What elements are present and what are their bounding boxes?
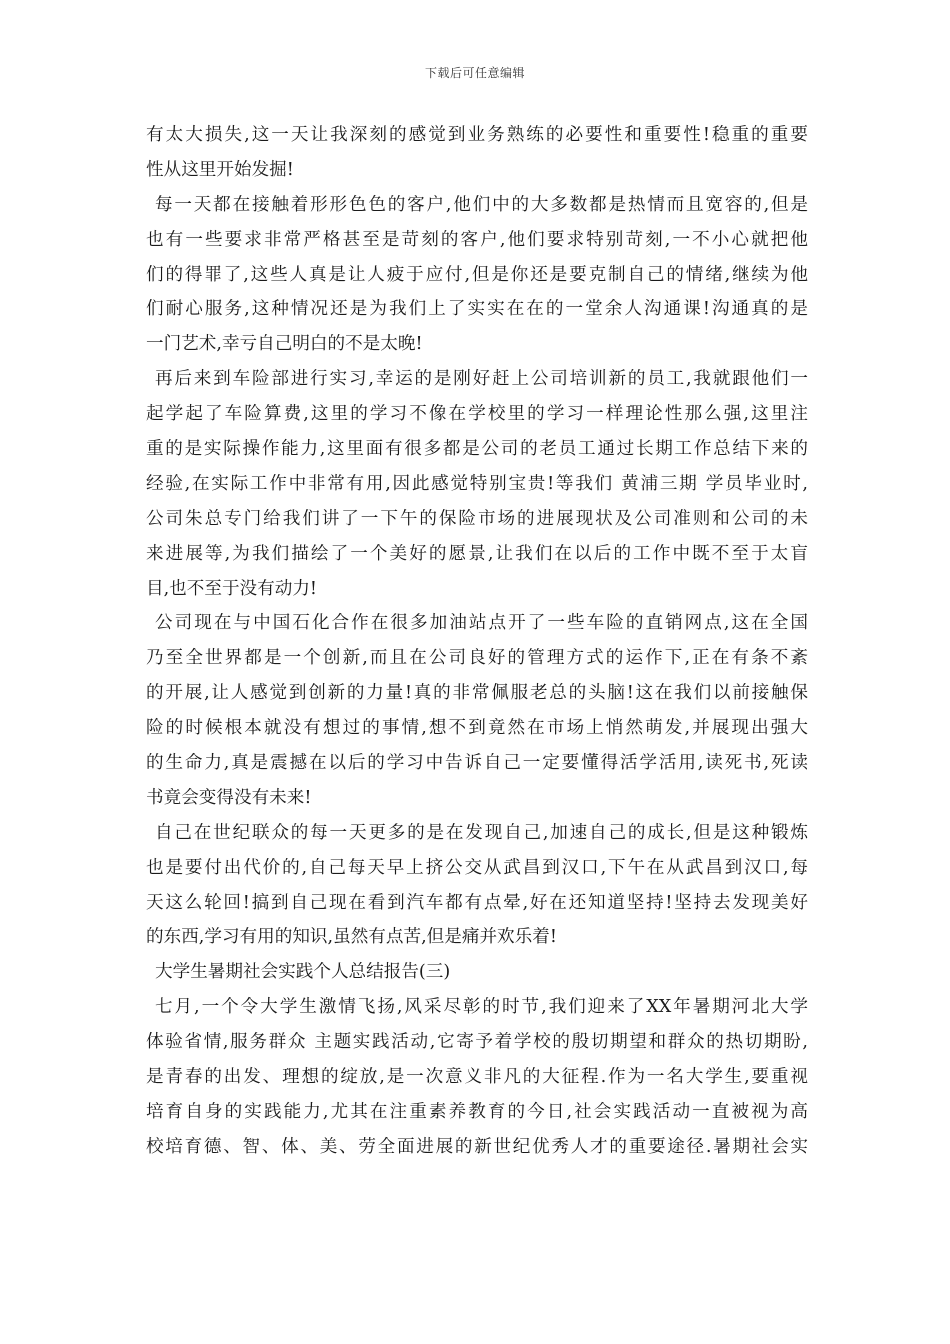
- text-line: 性从这里开始发掘!: [146, 159, 294, 180]
- text-line: 的开展,让人感觉到创新的力量!真的非常佩服老总的头脑!这在我们以前接触保: [146, 683, 808, 704]
- text-line: 公司朱总专门给我们讲了一下午的保险市场的进展现状及公司准则和公司的未: [146, 508, 808, 529]
- text-line: 公司现在与中国石化合作在很多加油站点开了一些车险的直销网点,这在全国: [155, 613, 808, 634]
- paragraph: [146, 362, 808, 606]
- text-line: 天这么轮回!搞到自己现在看到汽车都有点晕,好在还知道坚持!坚持去发现美好: [146, 892, 808, 913]
- document-body: [146, 118, 808, 1165]
- text-line: 来进展等,为我们描绘了一个美好的愿景,让我们在以后的工作中既不至于太盲: [146, 543, 808, 564]
- text-line: 是青春的出发、理想的绽放,是一次意义非凡的大征程.作为一名大学生,要重视: [146, 1067, 808, 1088]
- paragraph: [146, 606, 808, 815]
- text-line: 书竟会变得没有未来!: [146, 787, 312, 808]
- text-line: 每一天都在接触着形形色色的客户,他们中的大多数都是热情而且宽容的,但是: [155, 194, 808, 215]
- text-line: 一门艺术,幸亏自己明白的不是太晚!: [146, 334, 423, 355]
- text-line: 们的得罪了,这些人真是让人疲于应付,但是你还是要克制自己的情绪,继续为他: [146, 264, 808, 285]
- paragraph: [146, 188, 808, 362]
- paragraph: [146, 955, 808, 990]
- text-line: 的东西,学习有用的知识,虽然有点苦,但是痛并欢乐着!: [146, 927, 557, 948]
- text-line: 起学起了车险算费,这里的学习不像在学校里的学习一样理论性那么强,这里注: [146, 404, 808, 425]
- text-line: 们耐心服务,这种情况还是为我们上了实实在在的一堂余人沟通课!沟通真的是: [146, 299, 808, 320]
- text-line: 七月,一个令大学生激情飞扬,风采尽彰的时节,我们迎来了XX年暑期河北大学: [155, 997, 808, 1018]
- text-line: 再后来到车险部进行实习,幸运的是刚好赶上公司培训新的员工,我就跟他们一: [155, 369, 808, 390]
- text-line: 大学生暑期社会实践个人总结报告(三): [155, 962, 451, 983]
- text-line: 有太大损失,这一天让我深刻的感觉到业务熟练的必要性和重要性!稳重的重要: [146, 125, 808, 145]
- text-line: 校培育德、智、体、美、劳全面进展的新世纪优秀人才的重要途径.暑期社会实: [146, 1136, 808, 1157]
- text-line: 的生命力,真是震撼在以后的学习中告诉自己一定要懂得活学活用,读死书,死读: [146, 753, 808, 774]
- text-line: 经验,在实际工作中非常有用,因此感觉特别宝贵!等我们 黄浦三期 学员毕业时,: [146, 473, 808, 494]
- text-line: 乃至全世界都是一个创新,而且在公司良好的管理方式的运作下,正在有条不紊: [146, 648, 808, 669]
- text-line: 也是要付出代价的,自己每天早上挤公交从武昌到汉口,下午在从武昌到汉口,每: [146, 857, 808, 878]
- text-line: 目,也不至于没有动力!: [146, 578, 318, 599]
- page-header: 下载后可任意编辑: [424, 66, 525, 80]
- text-line: 也有一些要求非常严格甚至是苛刻的客户,他们要求特别苛刻,一不小心就把他: [146, 229, 808, 250]
- paragraph: [146, 990, 808, 1164]
- text-line: 培育自身的实践能力,尤其在注重素养教育的今日,社会实践活动一直被视为高: [146, 1101, 808, 1122]
- text-line: 自己在世纪联众的每一天更多的是在发现自己,加速自己的成长,但是这种锻炼: [155, 822, 808, 843]
- text-line: 险的时候根本就没有想过的事情,想不到竟然在市场上悄然萌发,并展现出强大: [146, 718, 808, 739]
- paragraph: [146, 816, 808, 956]
- text-line: 体验省情,服务群众 主题实践活动,它寄予着学校的殷切期望和群众的热切期盼,: [146, 1032, 808, 1053]
- paragraph: [146, 118, 808, 188]
- text-line: 重的是实际操作能力,这里面有很多都是公司的老员工通过长期工作总结下来的: [146, 439, 808, 460]
